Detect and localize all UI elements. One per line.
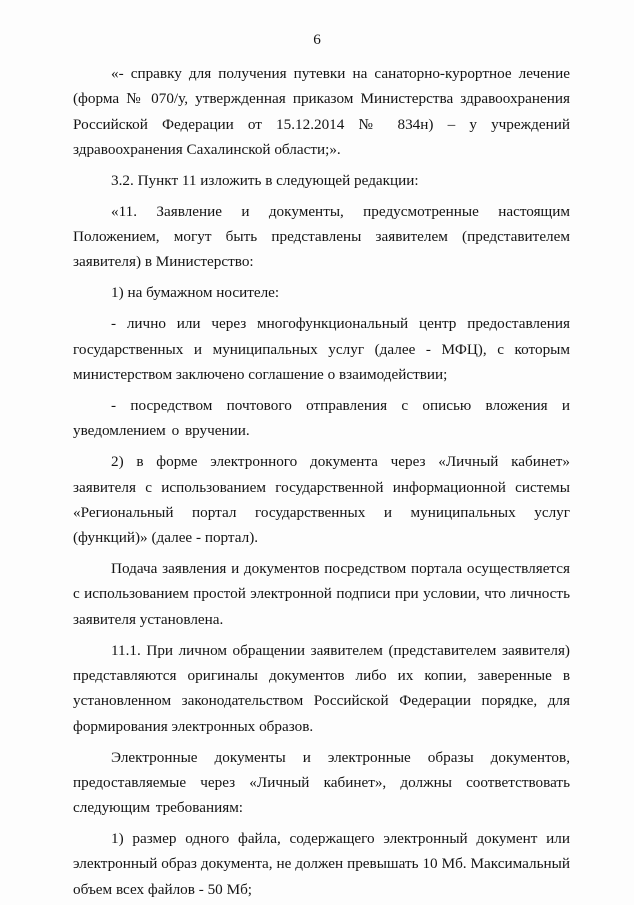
paragraph-electronic-form: 2) в форме электронного документа через «Личный кабинет» заявителя с использованием государственной информационной системы «Региональный портал государственных и муниципальных услуг (функций)» (далее - портал). bbox=[73, 453, 570, 547]
paragraph-electronic-requirements: Электронные документы и электронные образы документов, предоставляемые через «Личный кабинет», должны соответствовать следующим требованиям: bbox=[73, 748, 570, 817]
document-body bbox=[73, 61, 570, 902]
paragraph-file-size: 1) размер одного файла, содержащего электронный документ или электронный образ документа, не должен превышать 10 Мб. Максимальный объем всех файлов - 50 Мб; bbox=[73, 830, 570, 898]
paragraph-clause-11: «11. Заявление и документы, предусмотренные настоящим Положением, могут быть представлены заявителем (представителем заявителя) в Министерство: bbox=[73, 202, 570, 271]
paragraph-amendment-intro: 3.2. Пункт 11 изложить в следующей редакции: bbox=[111, 171, 419, 189]
page-number: 6 bbox=[313, 31, 321, 48]
paragraph-clause-11-1: 11.1. При личном обращении заявителем (представителем заявителя) представляются оригиналы документов либо их копии, заверенные в установленном законодательством Российской Федерации порядке, для формирования электронных образов. bbox=[73, 641, 570, 735]
paragraph-in-person: - лично или через многофункциональный центр предоставления государственных и муниципальных услуг (далее - МФЦ), с которым министерством заключено соглашение о взаимодействии; bbox=[73, 315, 570, 384]
paragraph-postal: - посредством почтового отправления с описью вложения и уведомлением о вручении. bbox=[73, 397, 570, 440]
paragraph-paper-form: 1) на бумажном носителе: bbox=[111, 284, 280, 302]
paragraph-portal-signature: Подача заявления и документов посредством портала осуществляется с использованием простой электронной подписи при условии, что личность заявителя установлена. bbox=[73, 560, 570, 628]
paragraph-certificate-item: «- справку для получения путевки на санаторно-курортное лечение (форма № 070/у, утвержденная приказом Министерства здравоохранения Российской Федерации от 15.12.2014 № 834н) – у учреждений здравоохранения Сахалинской области;». bbox=[73, 65, 570, 158]
